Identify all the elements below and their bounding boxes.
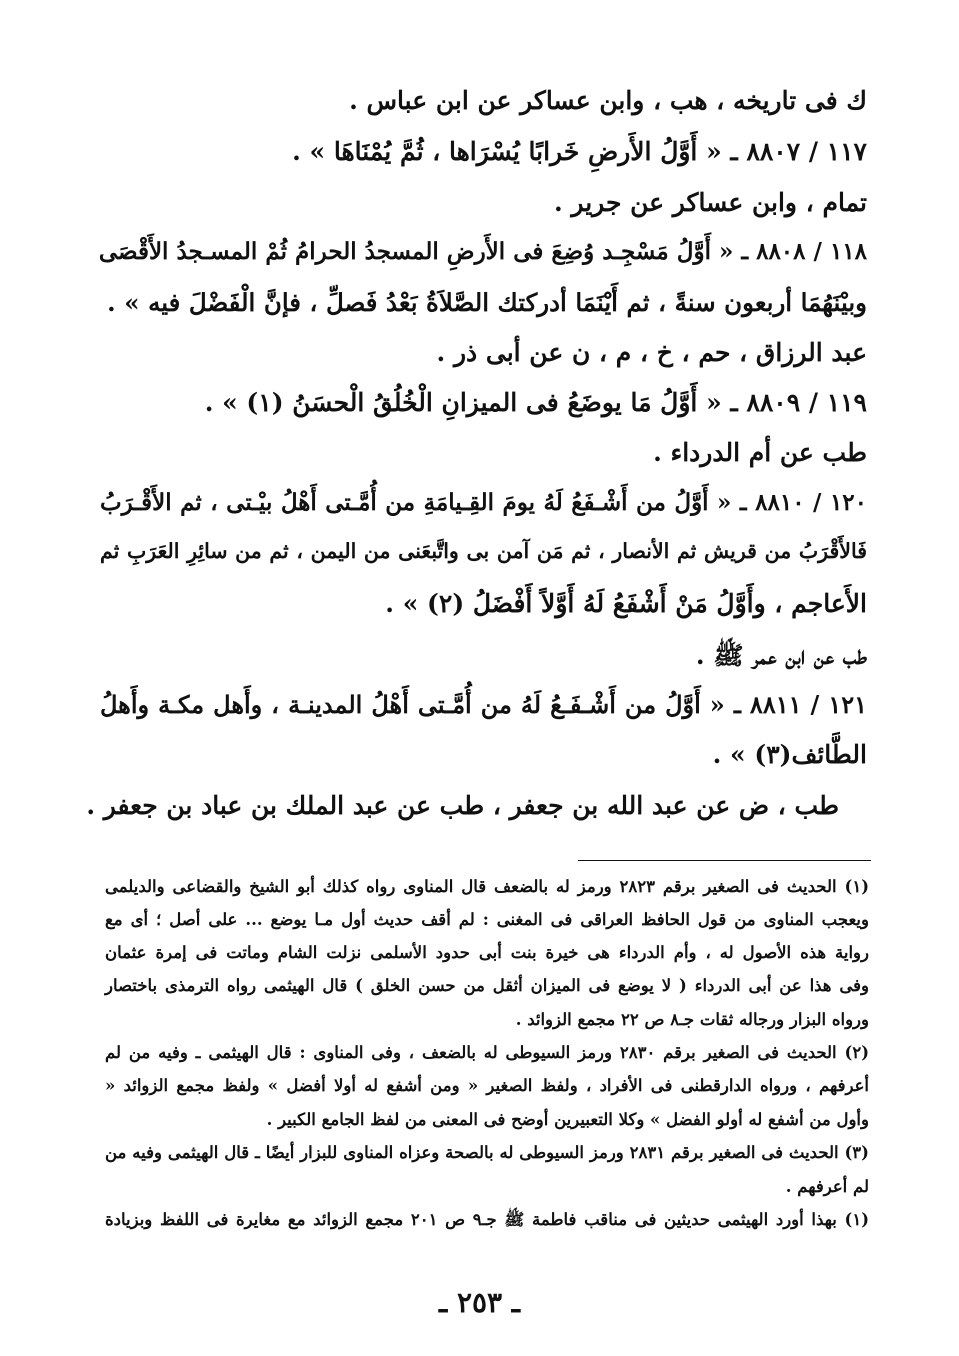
main-line-8: طب عن أم الدرداء . <box>653 438 867 467</box>
main-line-13: ١٢١ / ٨٨١١ ـ « أَوَّلُ من أَشْـفَـعُ لَهُ من أُمَّـتى أَهْلُ المدينـة ، وأَهل مكـة وأَهلُ <box>100 690 867 719</box>
main-line-2: ١١٧ / ٨٨٠٧ ـ « أَوَّلُ الأَرضِ خَرابًا يُسْرَاها ، ثُمَّ يُمْنَاهَا » . <box>292 137 867 166</box>
main-line-10: فَالأَقْرَبُ من قريش ثم الأنصار ، ثم مَن آمن بى واتَّبعَنى من اليمن ، ثم من سائِرِ العَرَبِ ثم <box>100 539 867 563</box>
footnote-divider <box>578 860 871 861</box>
footnote-line-5: ورواه البزار ورجاله ثقات جـ٨ ص ٢٢ مجمع الزوائد . <box>515 1010 869 1029</box>
main-line-3: تمام ، وابن عساكر عن جرير . <box>554 188 867 217</box>
footnote-line-4: وفى هذا عن أبى الدرداء ( لا يوضع فى الميزان أثقل من حسن الخلق ) قال الهيثمى رواه الترمذى باختصار <box>105 976 869 995</box>
main-line-1: ك فى تاريخه ، هب ، وابن عساكر عن ابن عباس . <box>349 86 867 115</box>
footnote-line-6: (٢) الحديث فى الصغير برقم ٢٨٣٠ ورمز السيوطى له بالضعف ، وفى المناوى : قال الهيثمى ـ وفيه من لم <box>105 1043 869 1062</box>
main-line-14: الطَّائف(٣) » . <box>712 740 867 769</box>
main-line-15: طب ، ض عن عبد الله بن جعفر ، طب عن عبد الملك بن عباد بن جعفر . <box>86 791 839 820</box>
main-line-11: الأَعاجم ، وأَوَّلُ مَنْ أَشْفَعُ لَهُ أَوَّلاً أَفْضَلُ (٢) » . <box>385 589 867 618</box>
footnote-line-1: (١) الحديث فى الصغير برقم ٢٨٢٣ ورمز له بالضعف قال المناوى رواه كذلك أبو الشيخ والقضاعى والديلمى <box>105 877 869 896</box>
footnote-line-2: ويعجب المناوى من قول الحافظ العراقى فى المغنى : لم أقف حديث أول مـا يوضع ... على أصل ؛ أى مع <box>105 910 869 929</box>
main-line-4: ١١٨ / ٨٨٠٨ ـ « أَوَّلُ مَسْجِـد وُضِعَ فى الأَرضِ المسجدُ الحرامُ ثُمْ المسـجدُ الأَقْصَى <box>98 238 867 265</box>
page-number: ـ ٢٥٣ ـ <box>438 1286 521 1319</box>
footnote-line-11: (١) بهذا أورد الهيثمى حديثين فى مناقب فاطمة ﷺ جـ٩ ص ٢٠١ مجمع الزوائد مع مغايرة فى اللفظ وبزيادة <box>105 1210 870 1229</box>
main-line-5: وبيْنَهُمَا أربعون سنةً ، ثم أَيْنَمَا أدركتك الصَّلاَةُ بَعْدُ فَصلِّ ، فإنَّ الْفَضْلَ فيه » . <box>107 288 867 317</box>
footnote-line-10: لم أعرفهم . <box>785 1177 869 1196</box>
footnote-line-8: وأول من أشفع له أولو الفضل » وكلا التعبيرين أوضح فى المعنى من لفظ الجامع الكبير . <box>266 1110 869 1129</box>
main-line-12: طب عن ابن عمر ﷺ . <box>695 641 867 670</box>
footnote-line-7: أعرفهم ، ورواه الدارقطنى فى الأفراد ، ولفظ الصغير « ومن أشفع له أولا أفضل » ولفظ مجمع الزوائد « <box>105 1076 869 1095</box>
main-line-9: ١٢٠ / ٨٨١٠ ـ « أَوَّلُ من أَشْـفَعُ لَهُ يومَ القِـيامَةِ من أُمَّـتى أَهْلُ بيْـتى ، ثم الأَقْـرَبُ <box>100 489 867 516</box>
footnote-line-3: رواية هذه الأصول له ، وأم الدرداء هى خيرة بنت أبى حدود الأسلمى نزلت الشام وماتت فى إمرة عثمان <box>105 943 869 962</box>
footnote-line-9: (٣) الحديث فى الصغير برقم ٢٨٣١ ورمز السيوطى له بالصحة وعزاه المناوى للبزار أيضًا ـ قال الهيثمى وفيه من <box>105 1143 869 1162</box>
main-line-7: ١١٩ / ٨٨٠٩ ـ « أَوَّلُ مَا يوضَعُ فى الميزانِ الْخُلُقُ الْحسَنُ (١) » . <box>204 388 867 417</box>
main-line-6: عبد الرزاق ، حم ، خ ، م ، ن عن أبى ذر . <box>436 338 867 367</box>
